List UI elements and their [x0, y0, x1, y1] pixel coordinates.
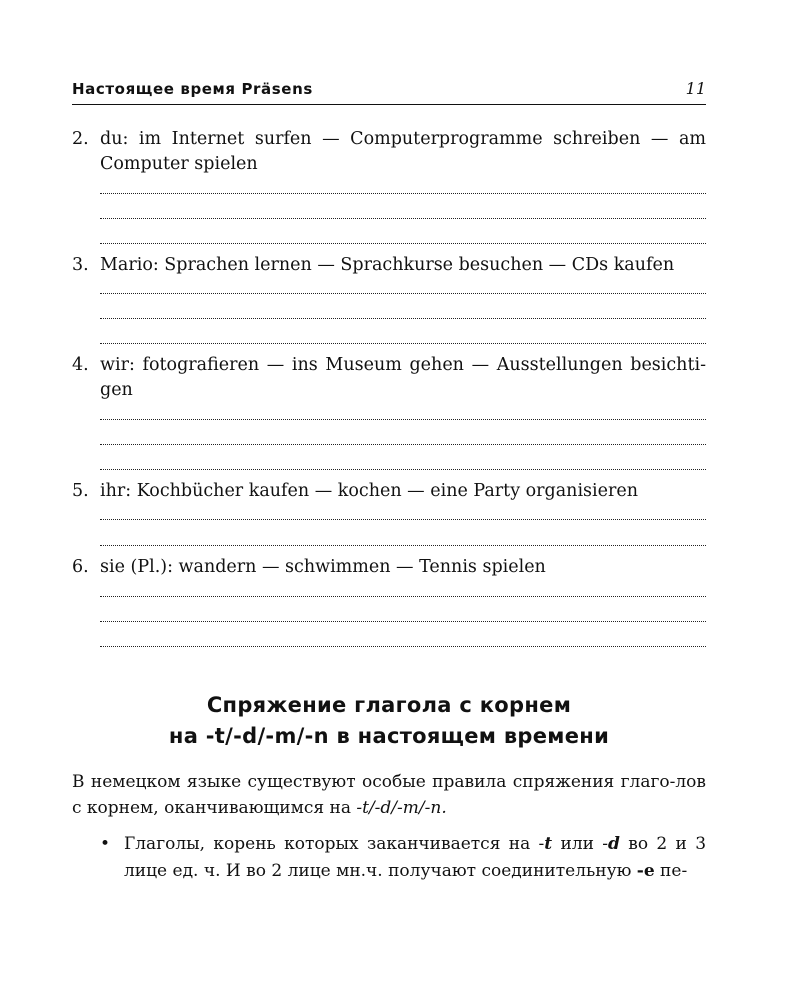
section-heading: [72, 690, 706, 752]
exercise-prompt: du: im Internet surfen — Computerprogramme schreiben — am Computer spielen: [100, 129, 706, 174]
answer-line[interactable]: [100, 545, 706, 546]
exercise-item: [72, 479, 706, 504]
answer-line[interactable]: [100, 519, 706, 520]
emphasis-t: t: [544, 834, 553, 854]
bullet-text-part: Глаголы, корень которых заканчивается на -: [124, 834, 545, 854]
exercise-item: [72, 253, 706, 278]
chapter-title: Настоящее время Präsens: [72, 80, 313, 98]
answer-line[interactable]: [100, 621, 706, 622]
section-heading-line-2: на -t/-d/-m/-n в настоящем времени: [168, 724, 610, 748]
exercise-number: 5.: [72, 481, 89, 501]
exercise-prompt: wir: fotografieren — ins Museum gehen — Ausstellungen besichti-gen: [100, 355, 706, 400]
answer-line[interactable]: [100, 293, 706, 294]
exercise-prompt: sie (Pl.): wandern — schwimmen — Tennis spielen: [100, 557, 546, 577]
exercise-number: 3.: [72, 255, 89, 275]
answer-line[interactable]: [100, 596, 706, 597]
bullet-text-part: или -: [552, 834, 609, 854]
bullet-text-part: пе-: [654, 861, 688, 881]
exercise-prompt: ihr: Kochbücher kaufen — kochen — eine Party organisieren: [100, 481, 638, 501]
bullet-text-part: во 2 и 3 лице ед. ч. И во 2 лице мн.ч. получают соединительную: [124, 834, 707, 881]
answer-line[interactable]: [100, 469, 706, 470]
answer-line[interactable]: [100, 646, 706, 647]
exercise-number: 2.: [72, 129, 89, 149]
exercise-item: [72, 353, 706, 403]
rule-bullet: [72, 831, 706, 885]
answer-line[interactable]: [100, 419, 706, 420]
exercise-number: 6.: [72, 557, 89, 577]
intro-paragraph: [72, 769, 706, 821]
answer-line[interactable]: [100, 318, 706, 319]
answer-line[interactable]: [100, 444, 706, 445]
answer-line[interactable]: [100, 243, 706, 244]
intro-endings: -t/-d/-m/-n.: [356, 798, 447, 818]
bullet-marker: •: [100, 834, 111, 854]
emphasis-e: -e: [636, 861, 655, 881]
section-heading-line-1: Спряжение глагола с корнем: [206, 693, 572, 717]
exercise-number: 4.: [72, 355, 89, 375]
exercise-item: [72, 127, 706, 177]
answer-line[interactable]: [100, 343, 706, 344]
page-number: 11: [685, 79, 706, 98]
answer-line[interactable]: [100, 218, 706, 219]
answer-line[interactable]: [100, 193, 706, 194]
bullet-text: [124, 831, 706, 885]
exercise-prompt: Mario: Sprachen lernen — Sprachkurse besuchen — CDs kaufen: [100, 255, 675, 275]
intro-text: В немецком языке существуют особые правила спряжения глаго-лов с корнем, оканчивающимся на: [72, 772, 706, 818]
running-header: [72, 80, 706, 105]
emphasis-d: d: [608, 834, 620, 854]
exercise-item: [72, 555, 706, 580]
